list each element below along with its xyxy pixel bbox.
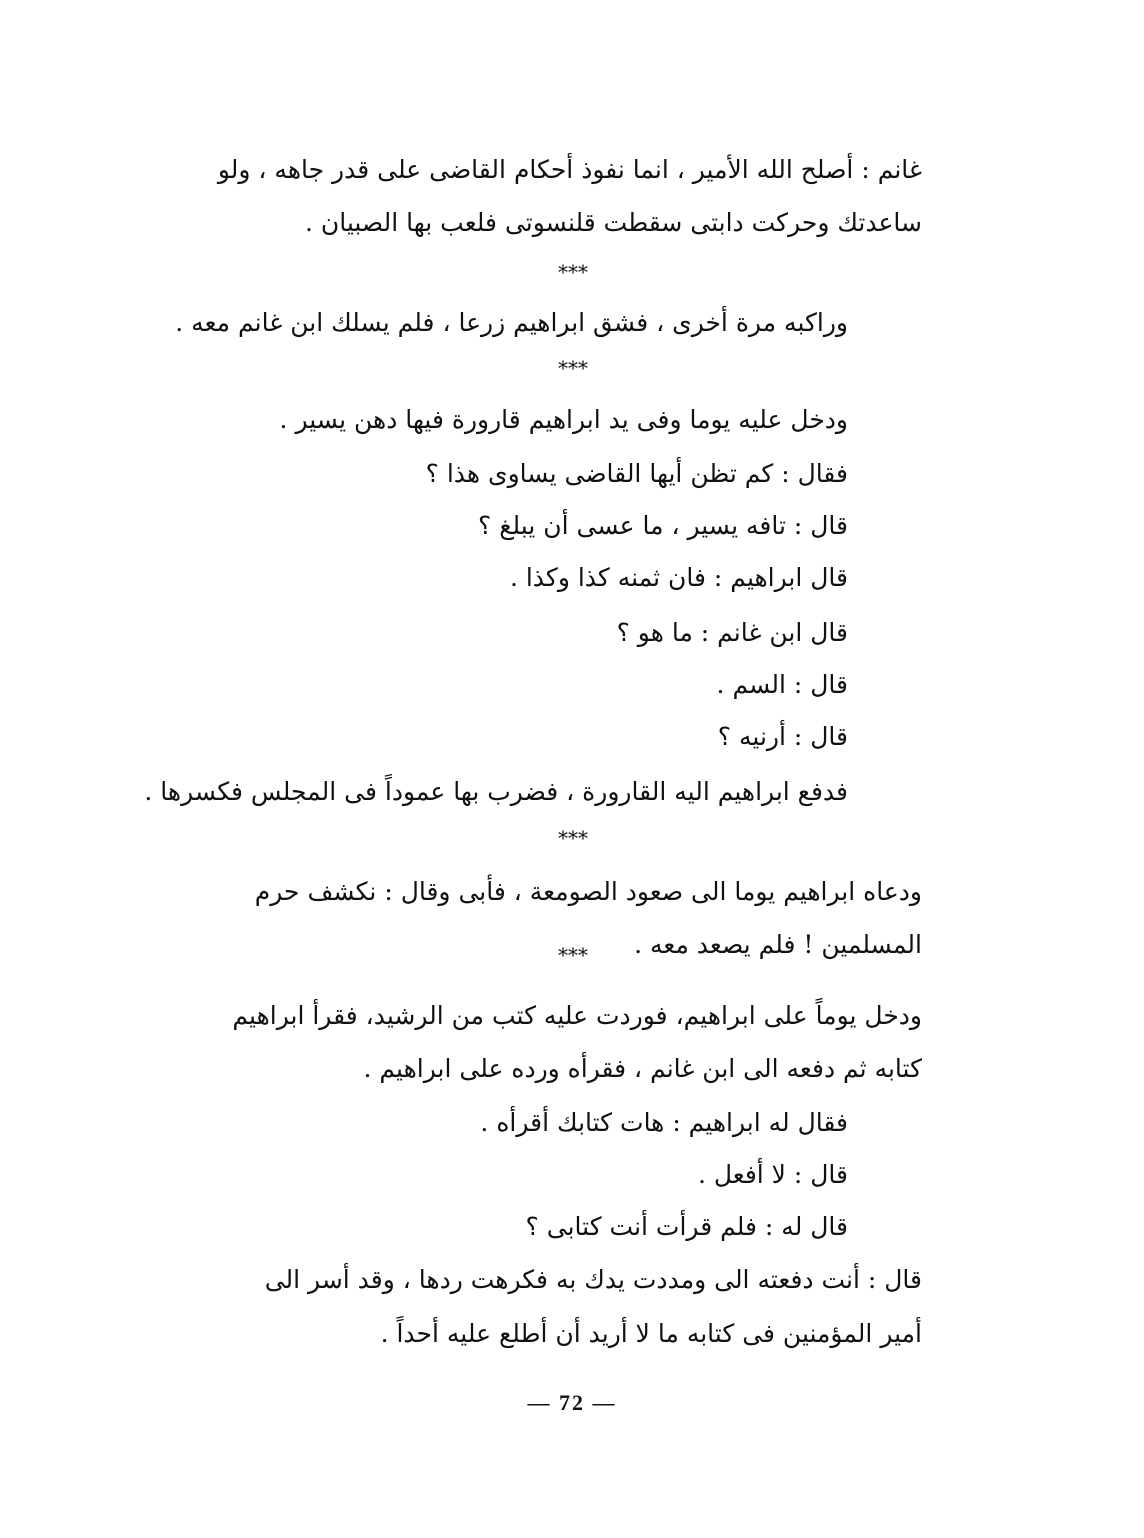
page-number: — 72 — (527, 1390, 617, 1415)
section-separator: * * * (558, 260, 586, 284)
text-line: غانم : أصلح الله الأمير ، انما نفوذ أحكام القاضى على قدر جاهه ، ولو (217, 155, 922, 184)
text-line: كتابه ثم دفعه الى ابن غانم ، فقرأه ورده على ابراهيم . (363, 1054, 922, 1083)
text-line: قال ابن غانم : ما هو ؟ (616, 618, 848, 647)
section-separator: * * * (558, 943, 586, 967)
text-line: قال ابراهيم : فان ثمنه كذا وكذا . (509, 563, 848, 592)
text-line: أمير المؤمنين فى كتابه ما لا أريد أن أطلع عليه أحداً . (380, 1319, 922, 1348)
text-line: قال له : فلم قرأت أنت كتابى ؟ (525, 1212, 848, 1241)
text-line: ودخل عليه يوما وفى يد ابراهيم قارورة فيها دهن يسير . (279, 405, 848, 434)
text-line: قال : تافه يسير ، ما عسى أن يبلغ ؟ (478, 511, 848, 540)
text-line: ساعدتك وحركت دابتى سقطت قلنسوتى فلعب بها الصبيان . (304, 208, 922, 237)
text-line: فدفع ابراهيم اليه القارورة ، فضرب بها عموداً فى المجلس فكسرها . (144, 777, 848, 806)
text-line: فقال : كم تظن أيها القاضى يساوى هذا ؟ (425, 459, 848, 488)
text-line: قال : أنت دفعته الى ومددت يدك به فكرهت ردها ، وقد أسر الى (264, 1265, 922, 1294)
text-line: قال : السم . (716, 670, 848, 699)
text-line: قال : لا أفعل . (697, 1160, 848, 1189)
text-line: قال : أرنيه ؟ (717, 722, 848, 751)
text-line: وراكبه مرة أخرى ، فشق ابراهيم زرعا ، فلم يسلك ابن غانم معه . (175, 308, 848, 337)
text-line: ودخل يوماً على ابراهيم، فوردت عليه كتب من الرشيد، فقرأ ابراهيم (232, 1001, 922, 1030)
text-line: ودعاه ابراهيم يوما الى صعود الصومعة ، فأبى وقال : نكشف حرم (254, 877, 922, 906)
text-line: المسلمين ! فلم يصعد معه . (634, 930, 922, 959)
text-line: فقال له ابراهيم : هات كتابك أقرأه . (480, 1108, 848, 1137)
section-separator: * * * (558, 826, 586, 850)
section-separator: * * * (558, 356, 586, 380)
